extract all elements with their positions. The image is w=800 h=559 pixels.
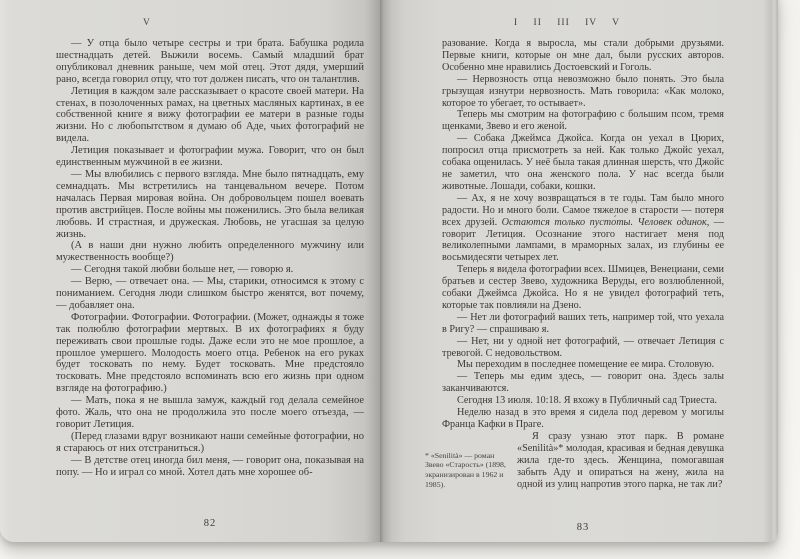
page-fore-edge [762,0,778,542]
chapter-marker: V [143,18,151,28]
text-paragraph: Я сразу узнаю этот парк. В романе «Senilità»* молодая, красивая и бедная девушка жила где-то здесь. Женщина, помогавшая забыть Аду и опираться на жену, жила на одной из улиц напротив этого парка, не так ли? [517,430,724,490]
text-paragraph: — Нет, ни у одной нет фотографий, — отвечает Летиция с тревогой. С недовольством. [442,335,724,359]
text-paragraph: Мы переходим в последнее помещение ее мира. Столовую. [457,359,715,371]
text-paragraph: — Нет ли фотографий ваших теть, например той, что уехала в Ригу? — спрашиваю я. [442,311,724,335]
text-paragraph: — Верю, — отвечает она. — Мы, старики, относимся к этому с пониманием. Сегодня люди слишком быстро женятся, вот почему, — добавляет она. [56,276,364,311]
italic-phrase: Остаются только пусто́ты. Человек одинок [501,216,707,228]
left-page-text [56,38,364,479]
chapter-markers: I II III IV V [514,18,621,28]
paragraph-segment: — Ах, я не хочу возвращаться в те годы. Там было много радости. Но и много боли. Самое тяжелое в старости — потеря всех друзей. [442,192,724,228]
page-number: 82 [203,518,217,529]
text-paragraph: Летиция показывает и фотографии мужа. Говорит, что он был единственным мужчиной в ее жизни. [56,145,364,169]
text-paragraph: Теперь я видела фотографии всех. Шмицев, Венециани, семи братьев и сестер Звево, художника Веруды, его возлюбленной, собаки Джеймса Джойса. Но я не увидел фотографий теть, которые так повлияли на Дзено. [442,264,724,311]
text-paragraph: — Теперь мы едим здесь, — говорит она. Здесь залы заканчиваются. [442,371,724,395]
text-paragraph [442,193,724,264]
page-number: 83 [576,522,590,533]
text-paragraph: Сегодня 13 июля. 10:18. Я вхожу в Публичный сад Триеста. [457,395,717,407]
text-paragraph: (Перед глазами вдруг возникают наши семейные фотографии, но я стараюсь от них отстраниться.) [56,430,364,454]
text-paragraph: Неделю назад в это время я сидела под деревом у могилы Франца Кафки в Праге. [442,407,724,430]
text-paragraph: — Собака Джеймса Джойса. Когда он уехал в Цюрих, попросил отца присмотреть за ней. Как только Джойс уехал, собака ощенилась. У неё была такая длинная шерсть, что Джойс не заметил, что она женского пола. У нас всегда были животные. Лошади, собаки, кошки. [442,133,724,192]
footnote: * «Senilità» — роман Звево «Старость» (1898, экранизирован в 1962 и 1985). [425,450,506,489]
text-paragraph: — Мать, пока я не вышла замуж, каждый год делала семейное фото. Жаль, что она не продолжила это после моего отъезда, — говорит Летиция. [56,395,364,430]
text-paragraph: Теперь мы смотрим на фотографию с большим псом, тремя щенками, Звево и его женой. [442,109,724,133]
right-page-text [425,38,724,490]
text-paragraph: Фотографии. Фотографии. Фотографии. (Может, однажды я тоже так полюблю фотографии мертвых. В их фотографиях я буду переживать свои прошлые годы. Даже если это не мое прошлое, а прошлое умершего. Молодость моего отца. Ребенок на его руках будет тосковать по нему. Будет тосковать. Мне предстояло тосковать. Мне предстояло вспоминать всю его жизнь при одном взгляде на фотографию.) [56,311,364,395]
text-paragraph: (А в наши дни нужно любить определенного мужчину или мужественность вообще?) [56,240,364,264]
text-paragraph: — Сегодня такой любви больше нет, — говорю я. [71,264,294,276]
left-page [0,0,380,542]
text-paragraph: Летиция в каждом зале рассказывает о красоте своей матери. На стенах, в позолоченных рамах, на цветных масляных картинах, в ее собственной книге я вижу фотографии ее матери в разные годы жизни. Но с любопытством я думаю об Аде, чьих фотографий не видела. [56,85,364,145]
footnote-row [425,430,724,491]
text-paragraph: — Мы влюбились с первого взгляда. Мне было пятнадцать, ему семнадцать. Мы встретились на танцевальном вечере. Потом началась Первая мировая война. Он добровольцем пошел воевать против австрийцев. После войны мы поженились. Это была великая любовь. И страстная, и дружеская. Любовь, не угасшая за целую жизнь. [56,168,364,240]
text-paragraph: — У отца было четыре сестры и три брата. Бабушка родила шестнадцать детей. Выжили восемь. Самый младший брат опубликовал дневник раньше, чем мой отец. Этот дядя, умерший рано, всегда говорил отцу, что тот должен писать, что он талантлив. [56,38,364,85]
text-paragraph: разование. Когда я выросла, мы стали добрыми друзьями. Первые книги, которые он мне дал, были русских авторов. Особенно мне нравились Достоевский и Гоголь. [442,38,724,73]
text-paragraph: — Нервозность отца невозможно было понять. Это была грызущая изнутри нервозность. Мать говорила: «Как молоко, которое то убегает, то остывает». [442,73,724,109]
right-page [380,0,778,542]
text-paragraph: — В детстве отец иногда бил меня, — говорит она, показывая на попу. — Но и играл со мной. Хотел дать мне хорошее об- [56,454,364,478]
paragraph-segment: , — говорит Летиция. Осознание этого настигает меня под великолепными лампами, в мраморных залах, из глубины ее восьмидесяти четырех лет. [442,216,724,264]
